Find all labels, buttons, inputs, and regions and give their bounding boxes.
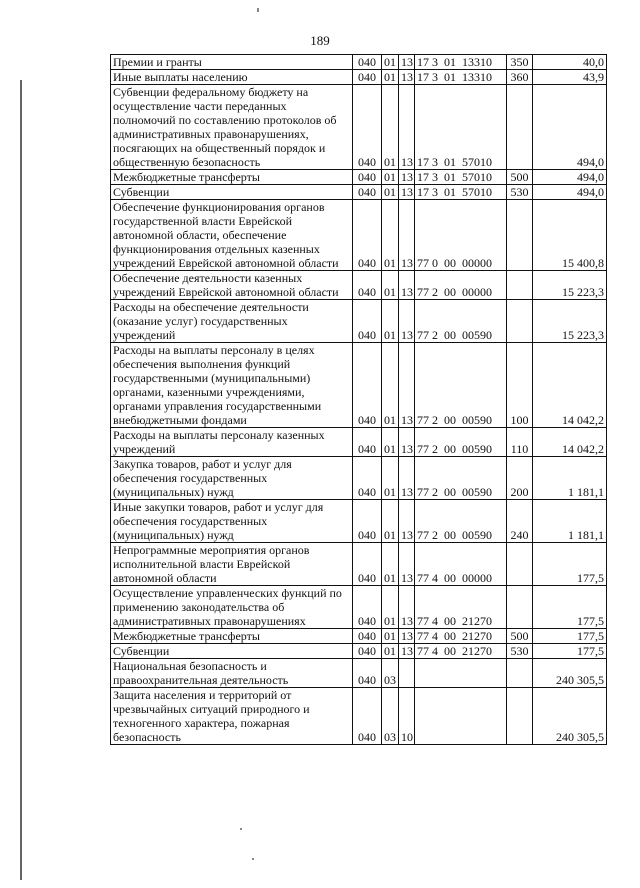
item-name: Непрограммные мероприятия органов исполнительной власти Еврейской автономной области (111, 543, 353, 586)
subsection-code: 13 (399, 70, 415, 85)
section-code: 01 (382, 55, 399, 70)
item-name: Обеспечение функционирования органов государственной власти Еврейской автономной области, обеспечение функционирования отдельных казенных учреждений Еврейской автономной области (111, 200, 353, 271)
subsection-code: 13 (399, 170, 415, 185)
table-row (111, 300, 607, 343)
item-name: Межбюджетные трансферты (111, 629, 353, 644)
expense-type-code (507, 85, 533, 170)
grbs-code: 040 (353, 428, 382, 457)
target-article-code: 77 2 00 00590 (415, 300, 507, 343)
table-row (111, 457, 607, 500)
budget-table (110, 54, 607, 745)
grbs-code: 040 (353, 500, 382, 543)
expense-type-code: 100 (507, 343, 533, 428)
amount-value: 494,0 (533, 185, 607, 200)
amount-value: 177,5 (533, 629, 607, 644)
subsection-code (399, 659, 415, 688)
expense-type-code: 240 (507, 500, 533, 543)
subsection-code: 13 (399, 300, 415, 343)
expense-type-code: 500 (507, 629, 533, 644)
table-row (111, 85, 607, 170)
expense-type-code (507, 688, 533, 745)
section-code: 01 (382, 428, 399, 457)
amount-value: 15 400,8 (533, 200, 607, 271)
amount-value: 1 181,1 (533, 500, 607, 543)
table-row (111, 500, 607, 543)
amount-value: 177,5 (533, 586, 607, 629)
section-code: 03 (382, 659, 399, 688)
expense-type-code: 200 (507, 457, 533, 500)
table-row (111, 170, 607, 185)
target-article-code: 77 2 00 00590 (415, 343, 507, 428)
amount-value: 1 181,1 (533, 457, 607, 500)
item-name: Осуществление управленческих функций по применению законодательства об административных правонарушениях (111, 586, 353, 629)
table-row (111, 644, 607, 659)
expense-type-code (507, 659, 533, 688)
subsection-code: 13 (399, 343, 415, 428)
item-name: Иные закупки товаров, работ и услуг для обеспечения государственных (муниципальных) нужд (111, 500, 353, 543)
item-name: Расходы на обеспечение деятельности (оказание услуг) государственных учреждений (111, 300, 353, 343)
table-row (111, 55, 607, 70)
section-code: 01 (382, 170, 399, 185)
target-article-code: 17 3 01 13310 (415, 70, 507, 85)
target-article-code: 17 3 01 57010 (415, 185, 507, 200)
amount-value: 15 223,3 (533, 300, 607, 343)
target-article-code: 77 2 00 00000 (415, 271, 507, 300)
expense-type-code (507, 543, 533, 586)
item-name: Межбюджетные трансферты (111, 170, 353, 185)
grbs-code: 040 (353, 55, 382, 70)
grbs-code: 040 (353, 300, 382, 343)
subsection-code: 13 (399, 428, 415, 457)
table-row (111, 659, 607, 688)
target-article-code: 77 2 00 00590 (415, 428, 507, 457)
subsection-code: 13 (399, 457, 415, 500)
expense-type-code: 350 (507, 55, 533, 70)
item-name: Закупка товаров, работ и услуг для обеспечения государственных (муниципальных) нужд (111, 457, 353, 500)
amount-value: 494,0 (533, 170, 607, 185)
item-name: Премии и гранты (111, 55, 353, 70)
scan-speck (240, 828, 242, 830)
subsection-code: 13 (399, 200, 415, 271)
expense-type-code: 500 (507, 170, 533, 185)
binding-line (20, 80, 22, 880)
amount-value: 14 042,2 (533, 428, 607, 457)
amount-value: 177,5 (533, 543, 607, 586)
expense-type-code (507, 300, 533, 343)
section-code: 01 (382, 271, 399, 300)
target-article-code (415, 688, 507, 745)
amount-value: 240 305,5 (533, 688, 607, 745)
expense-type-code (507, 200, 533, 271)
table-row (111, 185, 607, 200)
grbs-code: 040 (353, 185, 382, 200)
target-article-code: 77 4 00 21270 (415, 586, 507, 629)
subsection-code: 13 (399, 185, 415, 200)
grbs-code: 040 (353, 629, 382, 644)
amount-value: 240 305,5 (533, 659, 607, 688)
scan-speck (257, 8, 259, 12)
subsection-code: 13 (399, 543, 415, 586)
expense-type-code: 530 (507, 644, 533, 659)
target-article-code: 77 2 00 00590 (415, 500, 507, 543)
target-article-code: 17 3 01 13310 (415, 55, 507, 70)
expense-type-code: 530 (507, 185, 533, 200)
grbs-code: 040 (353, 170, 382, 185)
table-row (111, 271, 607, 300)
target-article-code: 77 2 00 00590 (415, 457, 507, 500)
grbs-code: 040 (353, 457, 382, 500)
subsection-code: 13 (399, 500, 415, 543)
target-article-code: 17 3 01 57010 (415, 170, 507, 185)
subsection-code: 13 (399, 644, 415, 659)
target-article-code: 77 4 00 21270 (415, 629, 507, 644)
subsection-code: 13 (399, 629, 415, 644)
item-name: Иные выплаты населению (111, 70, 353, 85)
table-row (111, 70, 607, 85)
grbs-code: 040 (353, 688, 382, 745)
table-row (111, 629, 607, 644)
expense-type-code: 110 (507, 428, 533, 457)
item-name: Субвенции (111, 185, 353, 200)
section-code: 01 (382, 543, 399, 586)
page-number: 189 (310, 33, 330, 48)
section-code: 01 (382, 185, 399, 200)
expense-type-code (507, 271, 533, 300)
amount-value: 43,9 (533, 70, 607, 85)
scan-speck (252, 858, 254, 860)
grbs-code: 040 (353, 659, 382, 688)
subsection-code: 13 (399, 271, 415, 300)
expense-type-code: 360 (507, 70, 533, 85)
grbs-code: 040 (353, 271, 382, 300)
table-row (111, 586, 607, 629)
grbs-code: 040 (353, 586, 382, 629)
section-code: 01 (382, 586, 399, 629)
item-name: Защита населения и территорий от чрезвычайных ситуаций природного и техногенного характера, пожарная безопасность (111, 688, 353, 745)
target-article-code: 77 0 00 00000 (415, 200, 507, 271)
table-row (111, 428, 607, 457)
section-code: 03 (382, 688, 399, 745)
grbs-code: 040 (353, 85, 382, 170)
section-code: 01 (382, 300, 399, 343)
amount-value: 177,5 (533, 644, 607, 659)
section-code: 01 (382, 644, 399, 659)
item-name: Расходы на выплаты персоналу в целях обеспечения выполнения функций государственными (муниципальными) органами, казенными учреждениями, органами управления государственными внебюджетными фондами (111, 343, 353, 428)
section-code: 01 (382, 200, 399, 271)
section-code: 01 (382, 629, 399, 644)
grbs-code: 040 (353, 70, 382, 85)
grbs-code: 040 (353, 200, 382, 271)
grbs-code: 040 (353, 343, 382, 428)
target-article-code: 77 4 00 00000 (415, 543, 507, 586)
target-article-code (415, 659, 507, 688)
subsection-code: 10 (399, 688, 415, 745)
table-row (111, 343, 607, 428)
item-name: Расходы на выплаты персоналу казенных учреждений (111, 428, 353, 457)
amount-value: 15 223,3 (533, 271, 607, 300)
grbs-code: 040 (353, 644, 382, 659)
target-article-code: 17 3 01 57010 (415, 85, 507, 170)
amount-value: 494,0 (533, 85, 607, 170)
section-code: 01 (382, 85, 399, 170)
item-name: Субвенции (111, 644, 353, 659)
section-code: 01 (382, 343, 399, 428)
item-name: Национальная безопасность и правоохранительная деятельность (111, 659, 353, 688)
amount-value: 14 042,2 (533, 343, 607, 428)
table-row (111, 200, 607, 271)
section-code: 01 (382, 500, 399, 543)
table-row (111, 543, 607, 586)
amount-value: 40,0 (533, 55, 607, 70)
grbs-code: 040 (353, 543, 382, 586)
section-code: 01 (382, 457, 399, 500)
table-row (111, 688, 607, 745)
item-name: Обеспечение деятельности казенных учреждений Еврейской автономной области (111, 271, 353, 300)
section-code: 01 (382, 70, 399, 85)
target-article-code: 77 4 00 21270 (415, 644, 507, 659)
subsection-code: 13 (399, 55, 415, 70)
subsection-code: 13 (399, 586, 415, 629)
item-name: Субвенции федеральному бюджету на осуществление части переданных полномочий по составлению протоколов об административных правонарушениях, посягающих на общественный порядок и общественную безопасность (111, 85, 353, 170)
expense-type-code (507, 586, 533, 629)
subsection-code: 13 (399, 85, 415, 170)
